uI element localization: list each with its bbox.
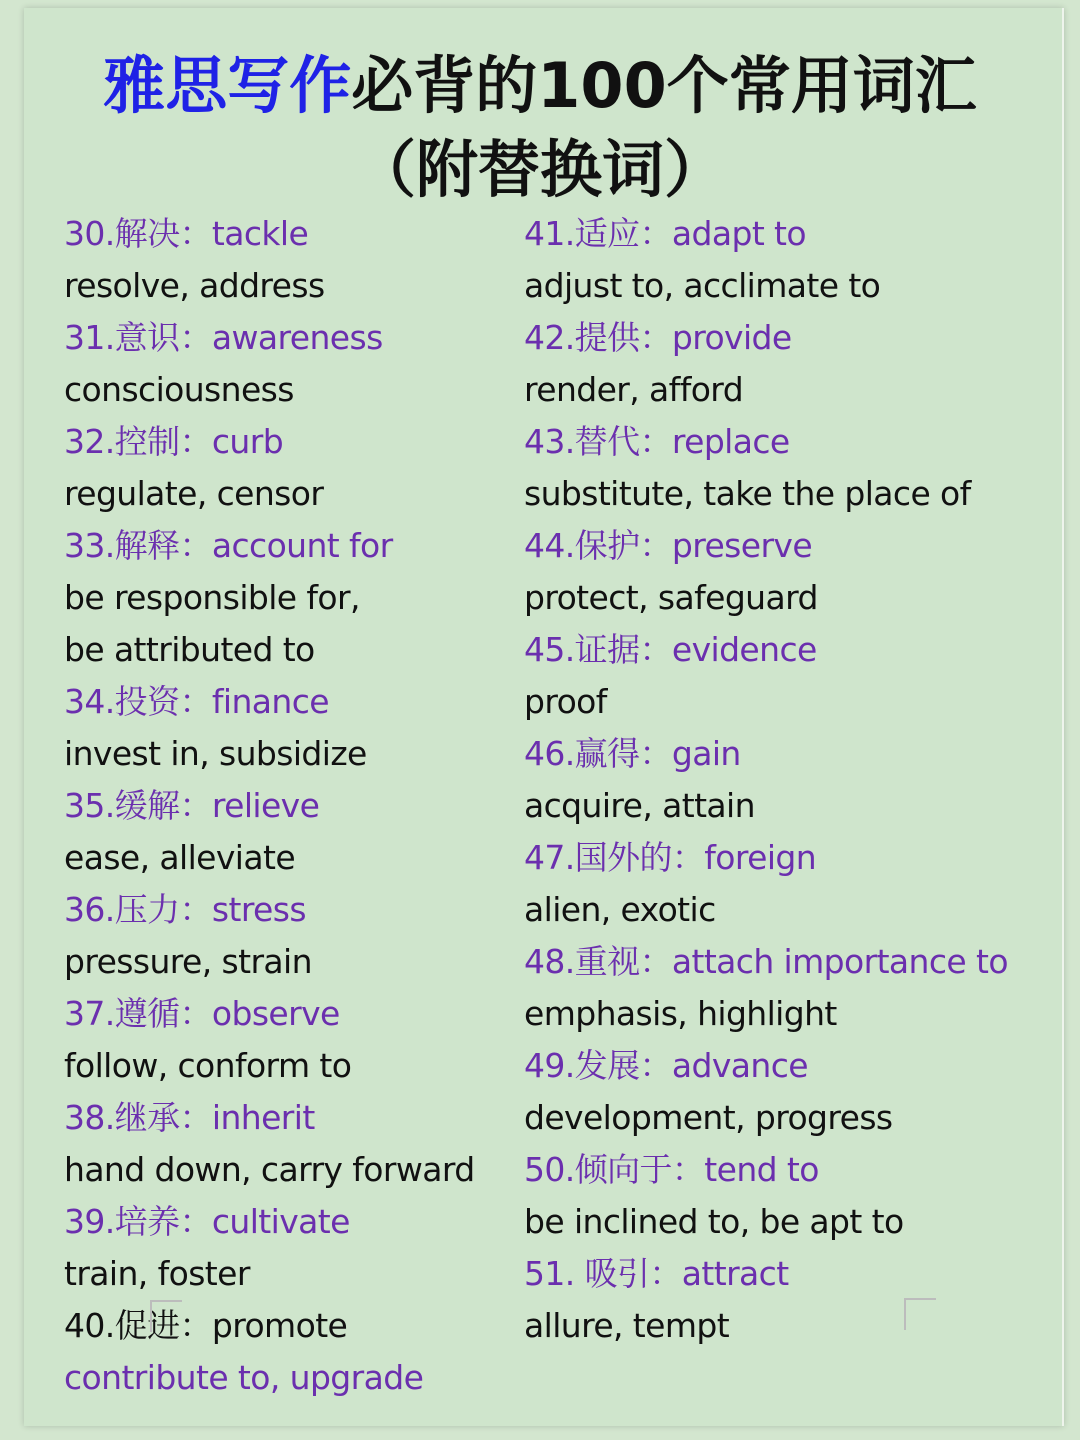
crop-mark-left	[150, 1300, 182, 1332]
left-vocab-column	[64, 208, 504, 1404]
vocab-synonyms: alien, exotic	[524, 890, 716, 929]
vocab-heading: 44.保护：preserve	[524, 526, 813, 565]
title-rest: 必背的100个常用词汇	[351, 49, 977, 122]
vocab-synonyms: follow, conform to	[64, 1046, 352, 1085]
vocab-heading: 33.解释：account for	[64, 526, 393, 565]
vocab-heading: 31.意识：awareness	[64, 318, 383, 357]
vocab-synonyms: be responsible for,	[64, 578, 360, 617]
vocab-synonyms: resolve, address	[64, 266, 325, 305]
vocab-synonyms: allure, tempt	[524, 1306, 730, 1345]
vocab-heading: 50.倾向于：tend to	[524, 1150, 819, 1189]
page-title	[0, 46, 1080, 126]
vocab-heading: 45.证据：evidence	[524, 630, 817, 669]
vocab-heading: 39.培养：cultivate	[64, 1202, 350, 1241]
vocab-synonyms: proof	[524, 682, 607, 721]
vocab-synonyms: development, progress	[524, 1098, 893, 1137]
vocab-heading: 49.发展：advance	[524, 1046, 808, 1085]
vocab-heading: 34.投资：finance	[64, 682, 329, 721]
vocab-heading: 43.替代：replace	[524, 422, 790, 461]
vocab-heading: 30.解决：tackle	[64, 214, 309, 253]
vocab-synonyms: consciousness	[64, 370, 294, 409]
vocab-synonyms: train, foster	[64, 1254, 250, 1293]
vocab-synonyms: pressure, strain	[64, 942, 312, 981]
vocab-synonyms: adjust to, acclimate to	[524, 266, 881, 305]
vocab-synonyms: substitute, take the place of	[524, 474, 971, 513]
vocab-synonyms: emphasis, highlight	[524, 994, 837, 1033]
vocab-synonyms: regulate, censor	[64, 474, 324, 513]
vocab-heading: 35.缓解：relieve	[64, 786, 320, 825]
vocab-synonyms: be inclined to, be apt to	[524, 1202, 904, 1241]
vocab-synonyms: 40.促进：promote	[64, 1306, 348, 1345]
vocab-heading: 47.国外的：foreign	[524, 838, 817, 877]
vocab-synonyms: hand down, carry forward	[64, 1150, 475, 1189]
vocab-synonyms: acquire, attain	[524, 786, 755, 825]
vocab-synonyms: be attributed to	[64, 630, 315, 669]
title-highlight: 雅思写作	[103, 49, 352, 122]
page-subtitle: （附替换词）	[353, 133, 726, 206]
vocab-heading: 51. 吸引：attract	[524, 1254, 789, 1293]
vocab-synonyms: invest in, subsidize	[64, 734, 367, 773]
vocab-heading: 48.重视：attach importance to	[524, 942, 1008, 981]
vocab-heading: 42.提供：provide	[524, 318, 792, 357]
vocab-heading: 38.继承：inherit	[64, 1098, 315, 1137]
right-vocab-column	[524, 208, 1044, 1352]
vocab-synonyms: protect, safeguard	[524, 578, 818, 617]
vocab-heading: 46.赢得：gain	[524, 734, 741, 773]
crop-mark-right	[904, 1298, 936, 1330]
vocab-synonyms: ease, alleviate	[64, 838, 296, 877]
vocab-heading: contribute to, upgrade	[64, 1358, 424, 1397]
vocab-heading: 37.遵循：observe	[64, 994, 340, 1033]
vocab-heading: 36.压力：stress	[64, 890, 306, 929]
vocab-heading: 32.控制：curb	[64, 422, 284, 461]
vocab-synonyms: render, afford	[524, 370, 744, 409]
vocab-heading: 41.适应：adapt to	[524, 214, 806, 253]
